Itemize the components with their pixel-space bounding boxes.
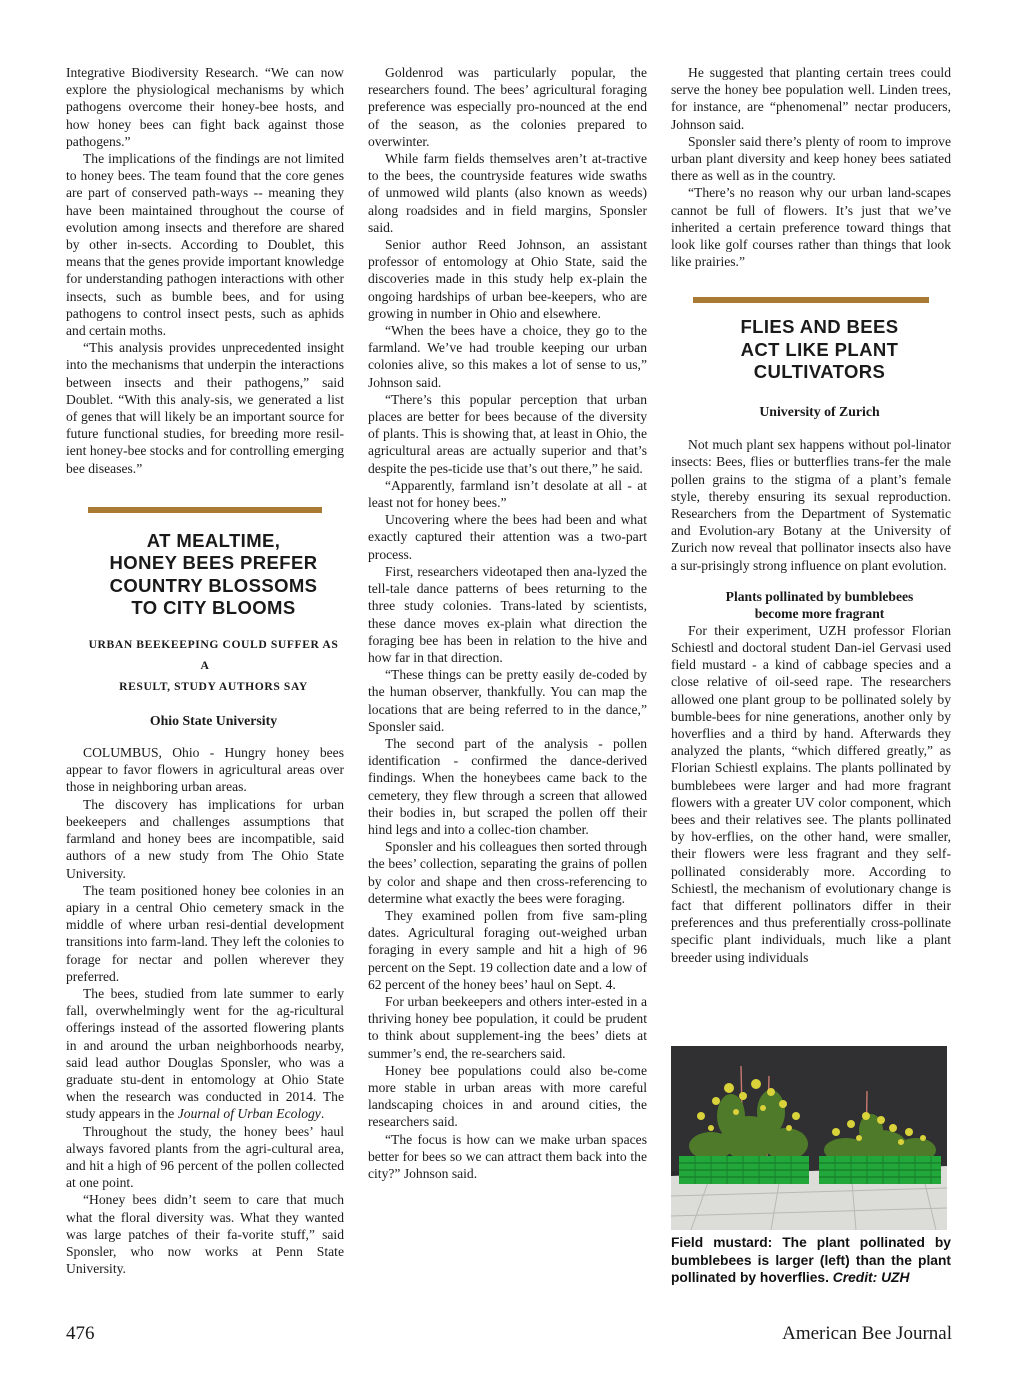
- paragraph: “There’s this popular perception that urban places are better for bees because of the diversity of plants. This is showing that, at least in Ohio, the agricultural areas are actually superior and that’s despite the pes-ticide use that’s out there,” he said.: [368, 391, 647, 476]
- paragraph: Honey bee populations could also be-come more stable in urban areas with more careful landscaping choices in and around cities, the researchers said.: [368, 1062, 647, 1130]
- subhead-line: Plants pollinated by bumblebees: [725, 588, 914, 604]
- paragraph: They examined pollen from five sam-pling dates. Agricultural foraging out-weighed urban foraging in every sample and hit a high of 96 percent on the Sept. 19 collection date and a low of 62 percent of the honey bees’ haul on Sept. 4.: [368, 907, 647, 992]
- paragraph: [66, 985, 344, 1123]
- caption-credit: Credit: UZH: [832, 1270, 910, 1286]
- paragraph: He suggested that planting certain trees could serve the honey bee population well. Linden trees, for instance, are “phenomenal” nectar producers, Johnson said.: [671, 65, 951, 132]
- paragraph: Not much plant sex happens without pol-linator insects: Bees, flies or butterflies trans-fer the male pollen grains to the stigma of a plant’s female style, thereby ensuring its sexual reproduction. Researchers from the Department of Systematic and Evolution-ary Botany at the University of Zurich now reveal that pollinator insects also have a sur-prisingly strong influence on plant evolution.: [671, 437, 951, 573]
- paragraph: COLUMBUS, Ohio - Hungry honey bees appear to favor flowers in agricultural areas over those in neighboring urban areas.: [66, 745, 344, 795]
- subhead-line: become more fragrant: [754, 605, 885, 621]
- paragraph: “Honey bees didn’t seem to care that much what the floral diversity was. What they wanted was large patches of their fa-vorite stuff,” said Sponsler, who now works at Penn State University.: [66, 1192, 344, 1277]
- headline-line: HONEY BEES PREFER: [109, 552, 318, 574]
- paragraph: Sponsler said there’s plenty of room to improve urban plant diversity and keep honey bees satiated there as well as in the country.: [671, 133, 951, 184]
- affiliation: University of Zurich: [759, 403, 880, 419]
- field-mustard-photo: [671, 1046, 947, 1230]
- text-run: .: [320, 1106, 325, 1122]
- article-kicker: [66, 634, 344, 697]
- column-2: [368, 64, 647, 1182]
- paragraph: While farm fields themselves aren’t at-tractive to the bees, the countryside features wide swaths of unmowed wild plants (also known as weeds) along roadsides and in field margins, Sponsler said.: [368, 151, 647, 235]
- paragraph: “When the bees have a choice, they go to the farmland. We’ve had trouble keeping our urban colonies alive, so this makes a lot of sense to us,” Johnson said.: [368, 323, 647, 390]
- paragraph: Integrative Biodiversity Research. “We can now explore the physiological mechanisms by which pathogens overcome their honey-bee hosts, and how honey bees can fight back against those pathogens.”: [66, 65, 344, 149]
- journal-title: American Bee Journal: [782, 1323, 952, 1344]
- headline-line: CULTIVATORS: [753, 361, 886, 383]
- paragraph: Throughout the study, the honey bees’ haul always favored plants from the agri-cultural area, and hit a high of 96 percent of the pollen collected at one point.: [66, 1123, 344, 1191]
- article-headline: [66, 530, 344, 620]
- paragraph: For their experiment, UZH professor Florian Schiestl and doctoral student Dan-iel Gervasi used field mustard - a kind of cabbage species and a close relative of oil-seed rape. The researchers allowed one plant group to be pollinated solely by bumble-bees for nine generations, another only by hoverflies and a third by hand. Afterwards they analyzed the plants, “which differed greatly,” as Florian Schiestl explains. The plants pollinated by bumblebees were larger and had more fragrant flowers with a greater UV color component, which bees and their relatives see. The plants pollinated by hov-erflies, on the other hand, were smaller, their flowers were less fragrant and they self-pollinated considerably more. According to Schiestl, the mechanism of evolutionary change is fact that different pollinators differ in their preferences and thus preferentially cross-pollinate specific plant individuals, much like a plant breeder using individuals: [671, 622, 951, 965]
- kicker-line: RESULT, STUDY AUTHORS SAY: [119, 679, 308, 693]
- paragraph: The discovery has implications for urban beekeepers and challenges assumptions that farmland and honey bees are incompatible, said authors of a new study from The Ohio State University.: [66, 796, 344, 881]
- paragraph: Senior author Reed Johnson, an assistant professor of entomology at Ohio State, said the discoveries made in this study help ex-plain the ongoing hardships of urban bee-keepers, who are growing in number in Ohio and elsewhere.: [368, 237, 647, 321]
- kicker-line: URBAN BEEKEEPING COULD SUFFER AS A: [88, 637, 339, 672]
- headline-line: TO CITY BLOOMS: [131, 597, 296, 619]
- paragraph: Uncovering where the bees had been and what exactly captured their attention was a two-part process.: [368, 512, 647, 562]
- headline-line: AT MEALTIME,: [146, 529, 281, 551]
- column-3: [671, 64, 951, 966]
- paragraph: “These things can be pretty easily de-coded by the human observer, thankfully. You can map the locations that are being referred to in the dance,” Sponsler said.: [368, 667, 647, 734]
- headline-line: ACT LIKE PLANT: [740, 338, 899, 360]
- paragraph: For urban beekeepers and others inter-ested in a thriving honey bee population, it could be prudent to think about supplement-ing the bees’ diets at summer’s end, the re-searchers said.: [368, 993, 647, 1061]
- column-1: [66, 64, 344, 1277]
- section-divider: [693, 297, 929, 303]
- subhead: [671, 588, 951, 622]
- paragraph: The implications of the findings are not limited to honey bees. The team found that the core genes are part of conserved path-ways -- meaning they have been maintained throughout the course of evolution among insects and therefore are shared by other in-sects. According to Doublet, this means that the genes provide important knowledge for understanding pathogen interactions with other insects, such as bumble bees, and for using pathogens to control insect pests, such as aphids and certain moths.: [66, 151, 344, 339]
- paragraph: The second part of the analysis - pollen identification - confirmed the dance-derived findings. When the honeybees came back to the cemetery, they flew through a screen that allowed their bodies in, but scraped the pollen off their hind legs and into a collec-tion chamber.: [368, 735, 647, 837]
- paragraph: “This analysis provides unprecedented insight into the mechanisms that underpin the interactions between insects and their pathogens,” said Doublet. “With this analy-sis, we generated a list of genes that will likely be an important source for future functional studies, for breeding more resil-ient honey-bee stocks and for controlling emerging bee diseases.”: [66, 340, 344, 476]
- headline-line: COUNTRY BLOSSOMS: [109, 574, 318, 596]
- paragraph: “There’s no reason why our urban land-scapes cannot be full of flowers. It’s just that we’ve inherited a certain preference toward things that look like golf courses rather than things that look like prairies.”: [671, 185, 951, 270]
- text-run: The bees, studied from late summer to early fall, overwhelmingly went for the ag-ricultural offerings instead of the assorted flowering plants in and around the urban neighborhoods nearby, said lead author Douglas Sponsler, who was a graduate stu-dent in entomology at Ohio State when the research was conducted in 2014. The study appears in the: [66, 985, 344, 1122]
- caption-text: Field mustard: The plant pollinated by bumblebees is larger (left) than the plant pollinated by hoverflies.: [671, 1235, 951, 1286]
- affiliation: Ohio State University: [149, 712, 278, 728]
- paragraph: “Apparently, farmland isn’t desolate at all - at least not for honey bees.”: [368, 477, 647, 511]
- paragraph: The team positioned honey bee colonies in an apiary in a central Ohio cemetery smack in the middle of where urban resi-dential development transitions into farm-land. They left the colonies to forage for nectar and pollen wherever they preferred.: [66, 882, 344, 984]
- headline-line: FLIES AND BEES: [740, 316, 899, 338]
- paragraph: First, researchers videotaped then ana-lyzed the tell-tale dance patterns of bees returning to the three study colonies. Trans-lated by scientists, these dance moves ex-plain what direction the foraging bee has been in relation to the hive and how far in that direction.: [368, 563, 647, 665]
- paragraph: Goldenrod was particularly popular, the researchers found. The bees’ agricultural foraging preference was especially pro-nounced at the end of the season, as the colonies prepared to overwinter.: [368, 65, 647, 149]
- page-number: 476: [66, 1323, 95, 1344]
- section-divider: [88, 507, 322, 513]
- paragraph: “The focus is how can we make urban spaces better for bees so we can attract them back into the city?” Johnson said.: [368, 1131, 647, 1181]
- paragraph: Sponsler and his colleagues then sorted through the bees’ collection, separating the grains of pollen by color and shape and then cross-referencing to determine what exactly the bees were foraging.: [368, 839, 647, 906]
- journal-name: Journal of Urban Ecology: [177, 1106, 321, 1122]
- photo-caption: [671, 1234, 951, 1287]
- article-headline: [671, 316, 951, 384]
